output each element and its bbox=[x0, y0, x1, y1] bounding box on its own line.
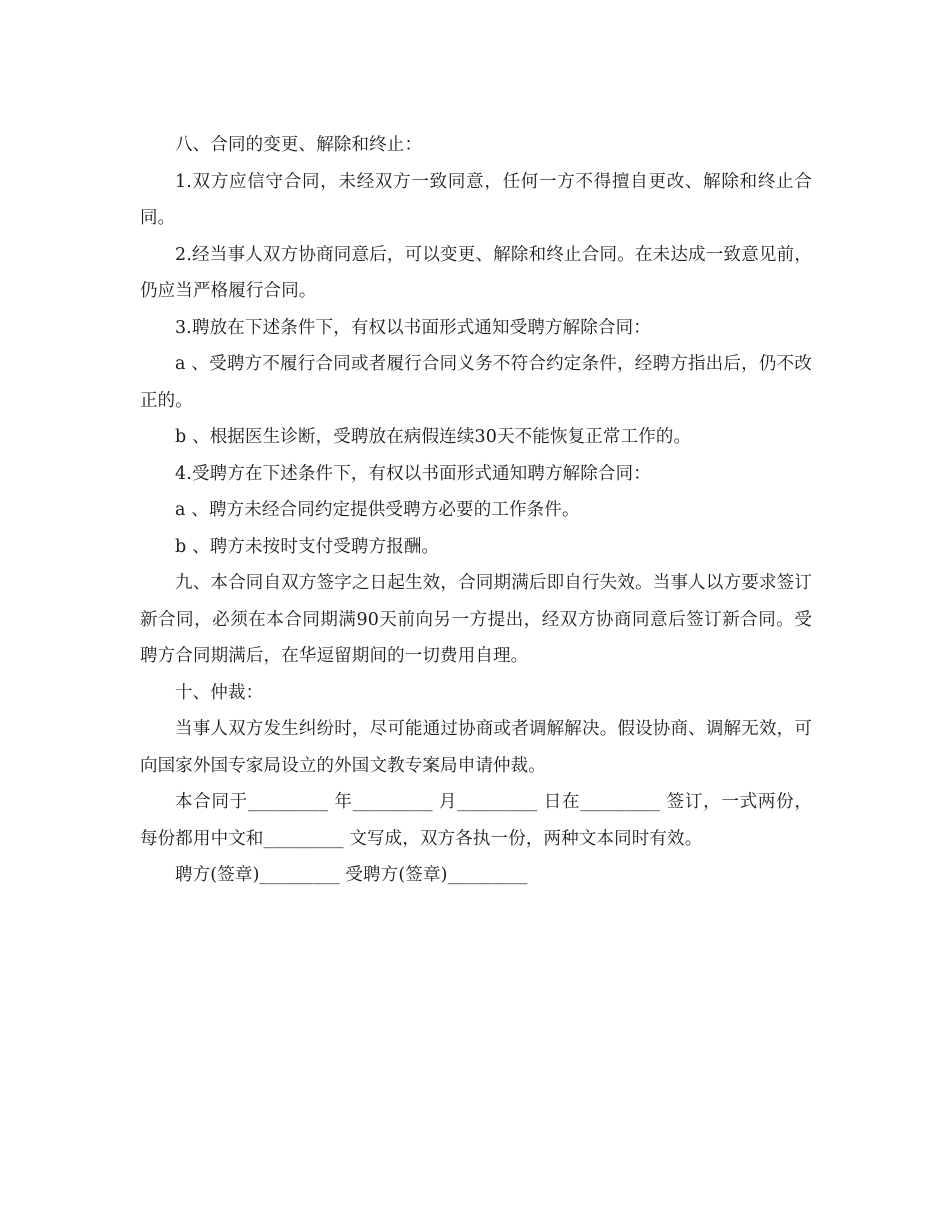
document-body bbox=[140, 127, 812, 894]
section-effectiveness: 九、本合同自双方签字之日起生效，合同期满后即自行失效。当事人以方要求签订新合同，必须在本合同期满90天前向另一方提出，经双方协商同意后签订新合同。受聘方合同期满后，在华逗留期间的一切费用自理。 bbox=[140, 573, 812, 666]
section-heading-amendment: 八、合同的变更、解除和终止： bbox=[175, 135, 423, 155]
signature-line: 聘方(签章)_________ 受聘方(签章)_________ bbox=[175, 865, 528, 885]
clause-4a: a 、聘方未经合同约定提供受聘方必要的工作条件。 bbox=[175, 500, 580, 520]
clause-3a: a 、受聘方不履行合同或者履行合同义务不符合约定条件，经聘方指出后，仍不改正的。 bbox=[140, 354, 812, 411]
section-heading-arbitration: 十、仲裁： bbox=[175, 682, 264, 703]
arbitration-text: 当事人双方发生纠纷时，尽可能通过协商或者调解解决。假设协商、调解无效，可向国家外国专家局设立的外国文教专案局申请仲裁。 bbox=[140, 719, 812, 776]
clause-1: 1.双方应信守合同，未经双方一致同意，任何一方不得擅自更改、解除和终止合同。 bbox=[140, 171, 812, 228]
clause-3: 3.聘放在下述条件下，有权以书面形式通知受聘方解除合同： bbox=[175, 317, 651, 338]
clause-4b: b 、聘方未按时支付受聘方报酬。 bbox=[175, 536, 440, 557]
clause-4: 4.受聘方在下述条件下，有权以书面形式通知聘方解除合同： bbox=[175, 463, 651, 484]
signing-date-line: 本合同于_________ 年_________ 月_________ 日在_________ 签订，一式两份，每份都用中文和_________ 文写成，双方各执一份，两种文本同时有效。 bbox=[140, 792, 812, 849]
clause-3b: b 、根据医生诊断，受聘放在病假连续30天不能恢复正常工作的。 bbox=[175, 427, 692, 447]
clause-2: 2.经当事人双方协商同意后，可以变更、解除和终止合同。在未达成一致意见前，仍应当严格履行合同。 bbox=[140, 244, 812, 301]
